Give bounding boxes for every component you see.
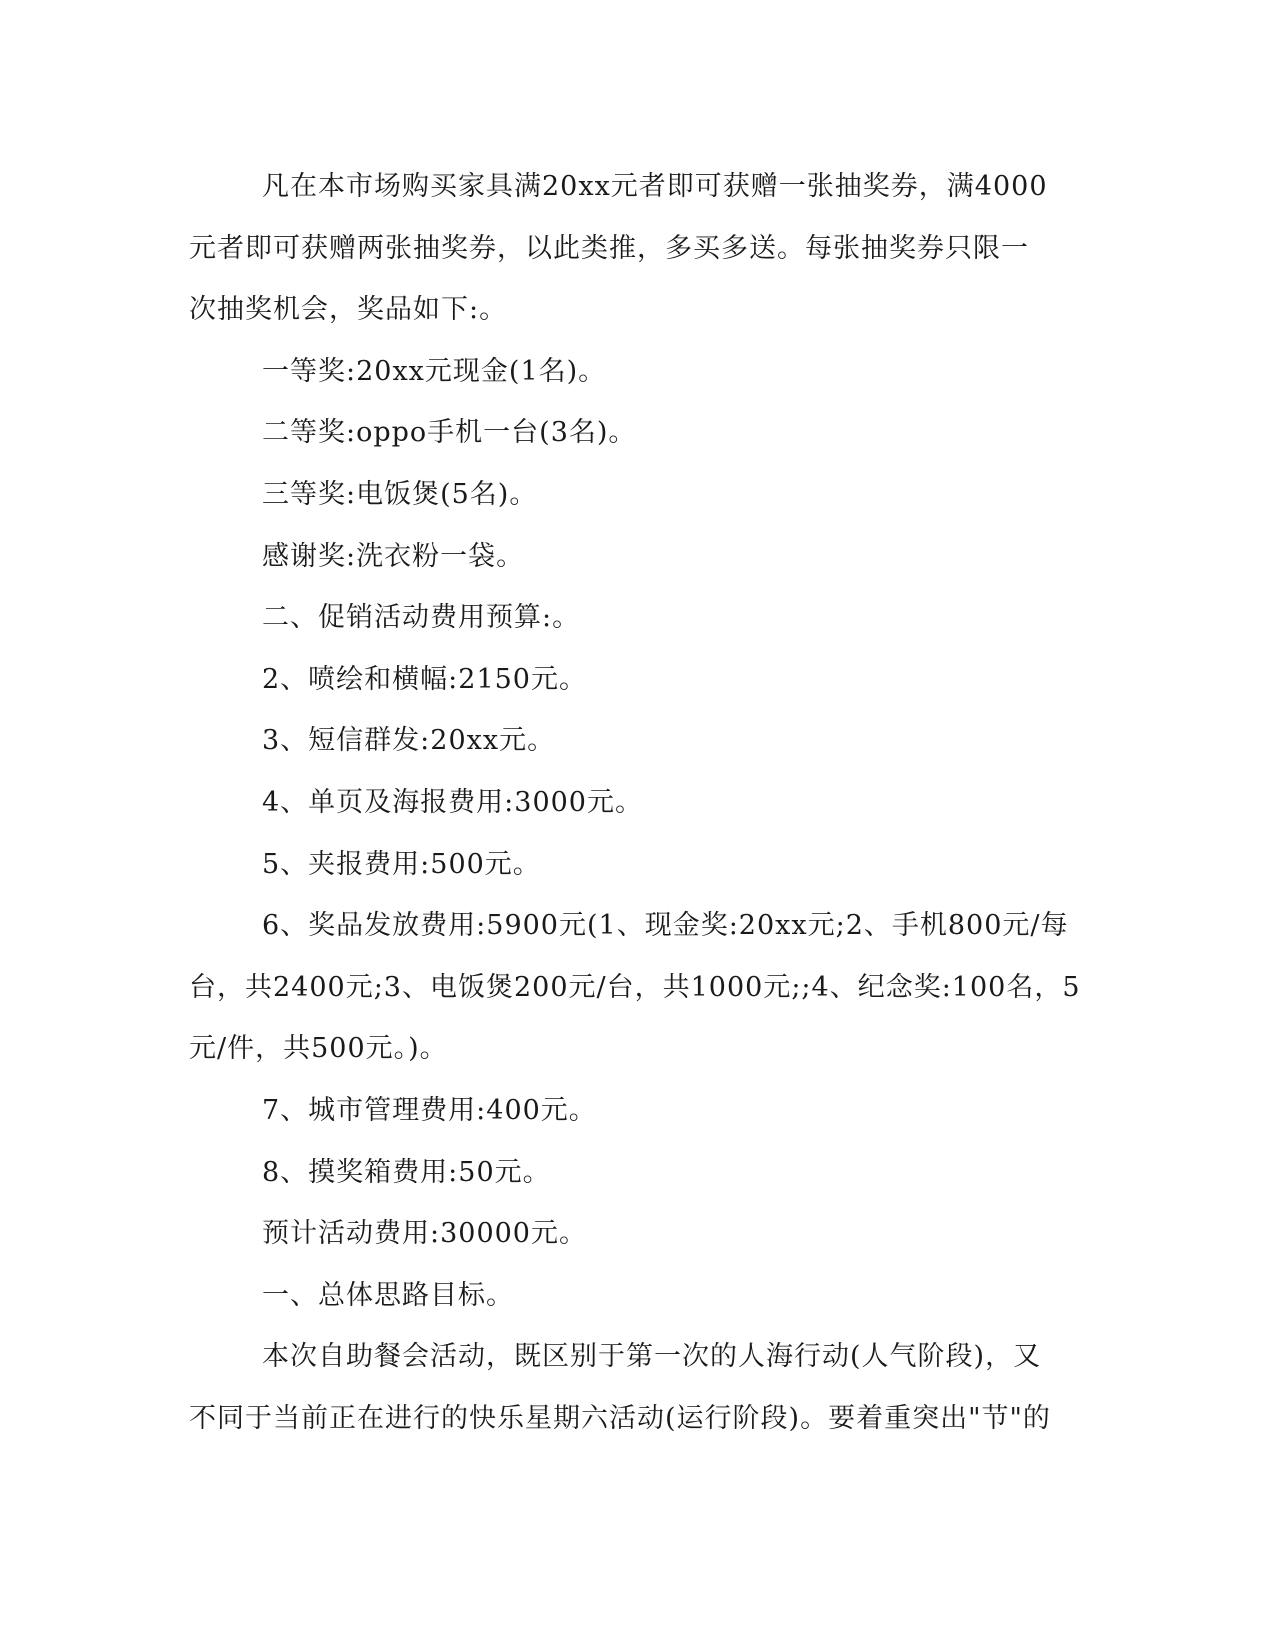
paragraph-line: 本次自助餐会活动，既区别于第一次的人海行动(人气阶段)，又 xyxy=(262,1341,1042,1373)
paragraph-line: 次抽奖机会，奖品如下:。 xyxy=(189,294,508,326)
budget-item: 6、奖品发放费用:5900元(1、现金奖:20xx元;2、手机800元/每 xyxy=(262,910,1069,942)
budget-item: 4、单页及海报费用:3000元。 xyxy=(262,786,643,818)
prize-line: 三等奖:电饭煲(5名)。 xyxy=(262,478,538,510)
budget-item: 8、摸奖箱费用:50元。 xyxy=(262,1156,551,1188)
prize-line: 一等奖:20xx元现金(1名)。 xyxy=(262,355,607,387)
budget-item-continued: 元/件，共500元。)。 xyxy=(189,1033,448,1065)
section-heading: 二、促销活动费用预算:。 xyxy=(262,602,581,634)
document-body xyxy=(189,156,1081,1449)
paragraph-line: 凡在本市场购买家具满20xx元者即可获赠一张抽奖券，满4000 xyxy=(262,171,1048,202)
prize-line: 二等奖:oppo手机一台(3名)。 xyxy=(262,417,637,449)
paragraph-line: 元者即可获赠两张抽奖券，以此类推，多买多送。每张抽奖券只限一 xyxy=(189,232,1029,264)
prize-line: 感谢奖:洗衣粉一袋。 xyxy=(262,540,525,572)
budget-item: 3、短信群发:20xx元。 xyxy=(262,725,556,757)
budget-total: 预计活动费用:30000元。 xyxy=(262,1218,587,1250)
budget-item-continued: 台，共2400元;3、电饭煲200元/台，共1000元;;4、纪念奖:100名，5 xyxy=(189,971,1081,1003)
budget-item: 5、夹报费用:500元。 xyxy=(262,848,541,880)
budget-item: 2、喷绘和横幅:2150元。 xyxy=(262,663,587,695)
section-heading: 一、总体思路目标。 xyxy=(262,1279,514,1311)
budget-item: 7、城市管理费用:400元。 xyxy=(262,1094,597,1126)
paragraph-line: 不同于当前正在进行的快乐星期六活动(运行阶段)。要着重突出"节"的 xyxy=(189,1402,1051,1434)
